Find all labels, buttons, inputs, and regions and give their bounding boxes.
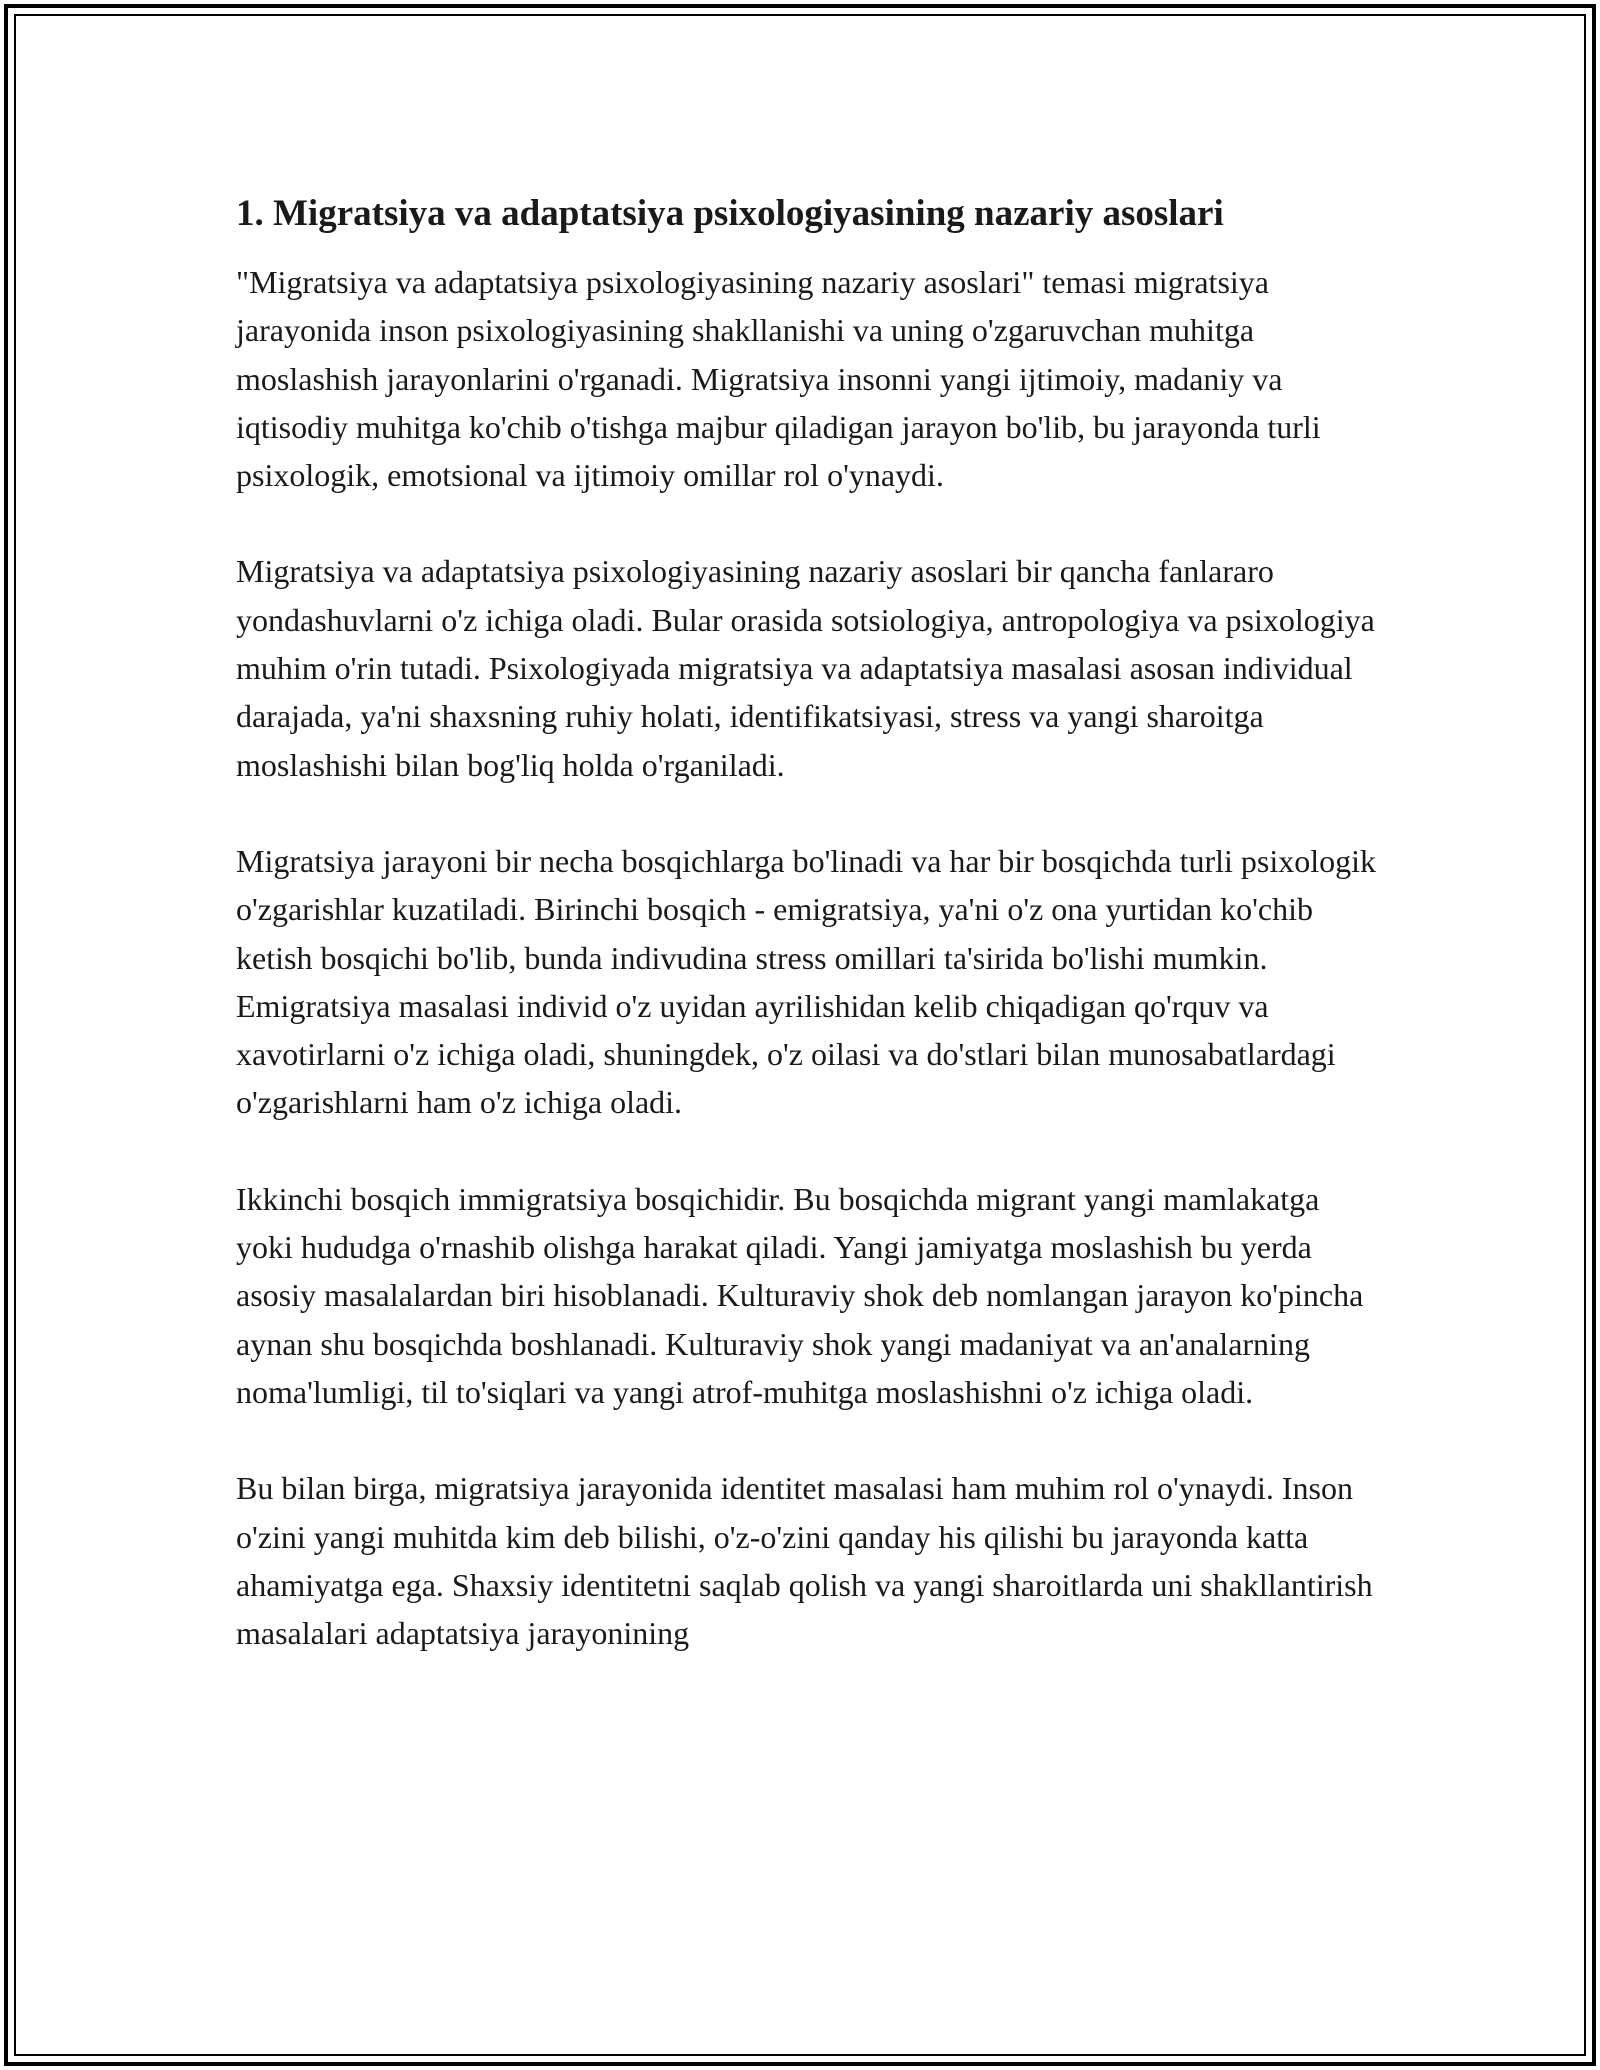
paragraph-2: Migratsiya va adaptatsiya psixologiyasining nazariy asoslari bir qancha fanlararo yondashuvlarni o'z ichiga oladi. Bular orasida sotsiologiya, antropologiya va psixologiya muhim o'rin tutadi. Psixologiyada migratsiya va adaptatsiya masalasi asosan individual darajada, ya'ni shaxsning ruhiy holati, identifikatsiyasi, stress va yangi sharoitga moslashishi bilan bog'liq holda o'rganiladi. — [236, 553, 1375, 783]
document-body — [236, 186, 1376, 1705]
section-heading: 1. Migratsiya va adaptatsiya psixologiyasining nazariy asoslari — [236, 193, 1224, 234]
paragraph-1: "Migratsiya va adaptatsiya psixologiyasining nazariy asoslari" temasi migratsiya jarayonida inson psixologiyasining shakllanishi va uning o'zgaruvchan muhitga moslashish jarayonlarini o'rganadi. Migratsiya insonni yangi ijtimoiy, madaniy va iqtisodiy muhitga ko'chib o'tishga majbur qiladigan jarayon bo'lib, bu jarayonda turli psixologik, emotsional va ijtimoiy omillar rol o'ynaydi. — [236, 264, 1321, 494]
paragraph-5: Bu bilan birga, migratsiya jarayonida identitet masalasi ham muhim rol o'ynaydi. Inson o'zini yangi muhitda kim deb bilishi, o'z-o'zini qanday his qilishi bu jarayonda katta ahamiyatga ega. Shaxsiy identitetni saqlab qolish va yangi sharoitlarda uni shakllantirish masalalari adaptatsiya jarayonining — [236, 1470, 1373, 1652]
paragraph-3: Migratsiya jarayoni bir necha bosqichlarga bo'linadi va har bir bosqichda turli psixologik o'zgarishlar kuzatiladi. Birinchi bosqich - emigratsiya, ya'ni o'z ona yurtidan ko'chib ketish bosqichi bo'lib, bunda indivudina stress omillari ta'sirida bo'lishi mumkin. Emigratsiya masalasi individ o'z uyidan ayrilishidan kelib chiqadigan qo'rquv va xavotirlarni o'z ichiga oladi, shuningdek, o'z oilasi va do'stlari bilan munosabatlardagi o'zgarishlarni ham o'z ichiga oladi. — [236, 842, 1377, 1121]
paragraph-4: Ikkinchi bosqich immigratsiya bosqichidir. Bu bosqichda migrant yangi mamlakatga yoki hududga o'rnashib olishga harakat qiladi. Yangi jamiyatga moslashish bu yerda asosiy masalalardan biri hisoblanadi. Kulturaviy shok deb nomlangan jarayon ko'pincha aynan shu bosqichda boshlanadi. Kulturaviy shok yangi madaniyat va an'analarning noma'lumligi, til to'siqlari va yangi atrof-muhitga moslashishni o'z ichiga oladi. — [236, 1180, 1364, 1410]
